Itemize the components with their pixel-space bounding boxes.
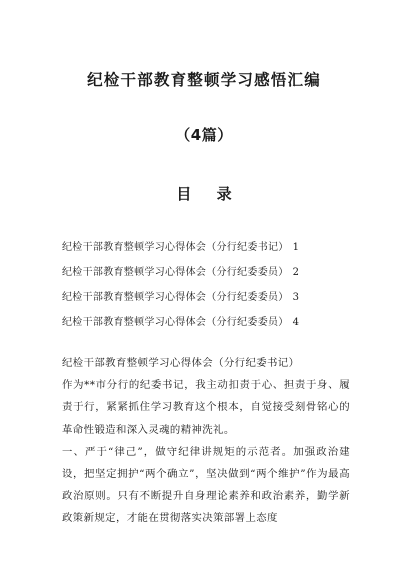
table-of-contents — [62, 240, 362, 340]
body-paragraph: 作为**市分行的纪委书记，我主动扣责于心、担责于身、履责于行，紧紧抓住学习教育这个根本，自觉接受刻骨铭心的革命性锻造和深入灵魂的精神洗礼。 — [62, 379, 350, 436]
toc-item-label: 纪检干部教育整顿学习心得体会（分行纪委委员） — [62, 292, 289, 303]
toc-item-label: 纪检干部教育整顿学习心得体会（分行纪委委员） — [62, 267, 289, 278]
toc-item-page: 1 — [292, 242, 300, 253]
toc-item-page: 3 — [292, 292, 300, 303]
body-paragraph: 一、严于“律己”，做守纪律讲规矩的示范者。加强政治建设，把坚定拥护“两个确立”，坚决做到“两个维护”作为最高政治原则。只有不断提升自身理论素养和政治素养，勤学新政策新规定，才能在贯彻落实决策部署上态度 — [62, 445, 350, 525]
toc-heading: 目 录 — [176, 185, 242, 203]
toc-item-page: 2 — [292, 267, 300, 278]
toc-item[interactable] — [62, 315, 362, 340]
toc-item-label: 纪检干部教育整顿学习心得体会（分行纪委书记） — [62, 242, 289, 253]
toc-item[interactable] — [62, 290, 362, 315]
body-text — [62, 352, 350, 530]
toc-item[interactable] — [62, 240, 362, 265]
section-heading: 纪检干部教育整顿学习心得体会（分行纪委书记） — [62, 357, 300, 369]
toc-item-label: 纪检干部教育整顿学习心得体会（分行纪委委员） — [62, 317, 289, 328]
toc-item[interactable] — [62, 265, 362, 290]
document-subtitle: （4篇） — [175, 126, 233, 144]
toc-item-page: 4 — [292, 317, 300, 328]
document-title: 纪检干部教育整顿学习感悟汇编 — [87, 71, 321, 89]
